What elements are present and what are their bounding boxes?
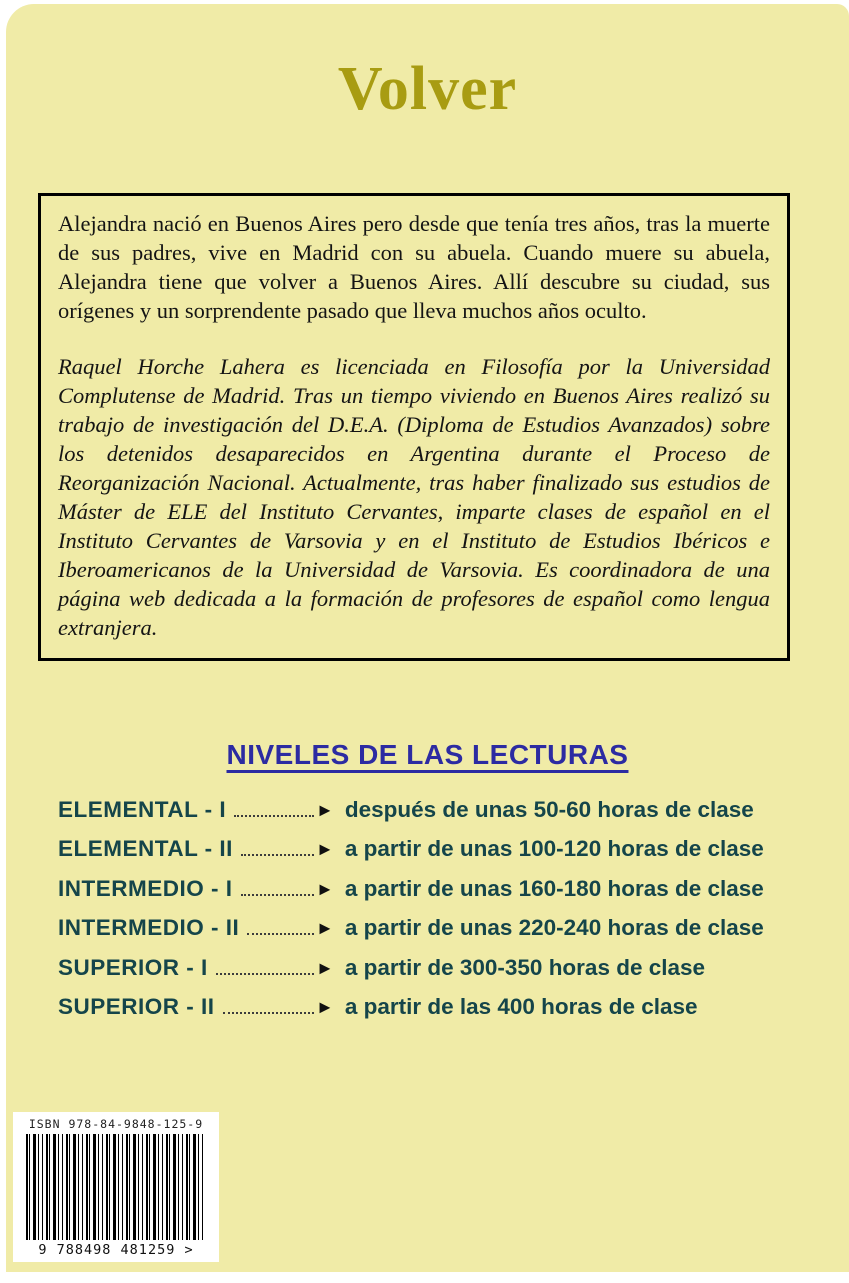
levels-heading: NIVELES DE LAS LECTURAS: [226, 739, 629, 770]
dotted-leader: [223, 1012, 314, 1014]
right-arrow-icon: ►: [316, 839, 334, 860]
level-row: [58, 869, 813, 909]
level-description: después de unas 50-60 horas de clase: [344, 796, 754, 822]
level-description: a partir de 300-350 horas de clase: [344, 954, 706, 980]
level-label-wrap: [58, 876, 316, 902]
levels-list: [58, 790, 813, 1027]
right-arrow-icon: ►: [316, 997, 334, 1018]
dotted-leader: [234, 815, 314, 817]
book-title: Volver: [337, 55, 518, 123]
barcode-digits: 9 788498 481259 >: [38, 1242, 194, 1258]
level-label: SUPERIOR - II: [58, 994, 215, 1020]
level-label-wrap: [58, 836, 316, 862]
dotted-leader: [247, 933, 314, 935]
dotted-leader: [241, 894, 315, 896]
barcode: [13, 1112, 219, 1262]
level-row: [58, 830, 813, 870]
synopsis-box: [38, 193, 790, 661]
right-arrow-icon: ►: [316, 957, 334, 978]
isbn-label: ISBN 978-84-9848-125-9: [28, 1117, 204, 1131]
level-description: a partir de unas 220-240 horas de clase: [344, 915, 764, 941]
synopsis-paragraph: Alejandra nació en Buenos Aires pero desde que tenía tres años, tras la muerte de sus padres, vive en Madrid con su abuela. Cuando muere su abuela, Alejandra tiene que volver a Buenos Aires. Allí descubre su ciudad, sus orígenes y un sorprendente pasado que lleva muchos años oculto.: [58, 211, 770, 323]
level-label: ELEMENTAL - I: [58, 796, 227, 822]
right-arrow-icon: ►: [316, 799, 334, 820]
level-description: a partir de unas 160-180 horas de clase: [344, 875, 764, 901]
level-description: a partir de unas 100-120 horas de clase: [344, 836, 764, 862]
level-label-wrap: [58, 955, 316, 981]
right-arrow-icon: ►: [316, 918, 334, 939]
level-label-wrap: [58, 915, 316, 941]
level-label-wrap: [58, 797, 316, 823]
barcode-bars-icon: [26, 1134, 206, 1240]
level-row: [58, 790, 813, 830]
level-label: INTERMEDIO - II: [58, 915, 240, 941]
dotted-leader: [216, 973, 314, 975]
level-row: [58, 948, 813, 988]
level-label: INTERMEDIO - I: [58, 875, 233, 901]
level-label: SUPERIOR - I: [58, 954, 208, 980]
level-label-wrap: [58, 994, 316, 1020]
level-label: ELEMENTAL - II: [58, 836, 233, 862]
book-back-cover: [6, 4, 849, 1272]
dotted-leader: [241, 854, 314, 856]
author-bio-paragraph: Raquel Horche Lahera es licenciada en Filosofía por la Universidad Complutense de Madrid. Tras un tiempo viviendo en Buenos Aires realizó su trabajo de investigación del D.E.A. (Diploma de Estudios Avanzados) sobre los detenidos desaparecidos en Argentina durante el Proceso de Reorganización Nacional. Actualmente, tras haber finalizado sus estudios de Máster de ELE del Instituto Cervantes, imparte clases de español en el Instituto Cervantes de Varsovia y en el Instituto de Estudios Ibéricos e Iberoamericanos de la Universidad de Varsovia. Es coordinadora de una página web dedicada a la formación de profesores de español como lengua extranjera.: [58, 354, 770, 640]
right-arrow-icon: ►: [316, 878, 334, 899]
level-row: [58, 988, 813, 1028]
level-description: a partir de las 400 horas de clase: [344, 994, 698, 1020]
level-row: [58, 909, 813, 949]
